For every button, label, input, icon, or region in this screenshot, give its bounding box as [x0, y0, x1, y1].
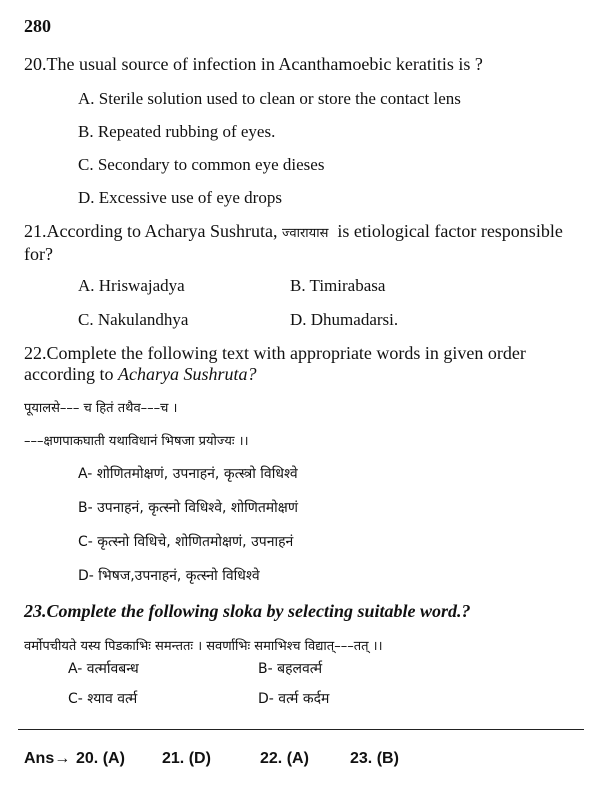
q21-option-d: D. Dhumadarsi.	[290, 310, 399, 329]
q22-line1: 22.Complete the following text with appropriate words in given order	[24, 343, 526, 363]
answer-23: 23. (B)	[350, 750, 399, 767]
question-21	[24, 221, 584, 265]
divider-line	[18, 729, 584, 730]
q20-option-b: B. Repeated rubbing of eyes.	[78, 122, 276, 141]
answer-20: 20. (A)	[76, 750, 125, 767]
q22-line2-italic: Acharya Sushruta?	[117, 364, 257, 384]
answer-21: 21. (D)	[162, 750, 211, 767]
q22-option-a: A- शोणितमोक्षणं, उपनाहनं, कृत्स्त्रो विधिश्वे	[78, 466, 298, 482]
q21-text-pre: 21.According to Acharya Sushruta,	[24, 221, 278, 241]
q20-option-a: A. Sterile solution used to clean or store the contact lens	[78, 89, 461, 108]
q23-option-a: A- वर्त्मावबन्ध	[68, 661, 139, 677]
q23-option-d: D- वर्त्म कर्दम	[258, 691, 330, 707]
q22-option-d: D- भिषज,उपनाहनं, कृत्स्नो विधिश्वे	[78, 568, 260, 584]
page-number: 280	[24, 16, 51, 36]
q22-verse-line1: पूयालसे––– च हितं तथैव–––च ।	[24, 401, 178, 416]
answer-label: Ans→	[24, 750, 71, 767]
q23-option-b: B- बहलवर्त्म	[258, 661, 323, 677]
q22-verse-line2: –––क्षणपाकघाती यथाविधानं भिषजा प्रयोज्यः ।।	[24, 434, 249, 449]
q23-verse: वर्मोपचीयते यस्य पिडकाभिः समन्ततः । सवर्णाभिः समाभिश्च विद्यात्–––तत् ।।	[24, 639, 383, 654]
question-23: 23.Complete the following sloka by selecting suitable word.?	[24, 601, 471, 621]
question-22	[24, 343, 584, 385]
q22-line2	[24, 364, 584, 385]
q22-option-b: B- उपनाहनं, कृत्स्नो विधिश्वे, शोणितमोक्षणं	[78, 500, 298, 516]
answer-22: 22. (A)	[260, 750, 309, 767]
q21-sanskrit-term: ज्वारायास	[281, 226, 329, 241]
q22-option-c: C- कृत्स्नो विधिचे, शोणितमोक्षणं, उपनाहनं	[78, 534, 294, 550]
q21-option-a: A. Hriswajadya	[78, 276, 185, 295]
q21-option-c: C. Nakulandhya	[78, 310, 189, 329]
q23-option-c: C- श्याव वर्त्म	[68, 691, 138, 707]
q21-option-b: B. Timirabasa	[290, 276, 386, 295]
q21-text-post: is etiological factor responsible for?	[24, 221, 563, 264]
q20-option-c: C. Secondary to common eye dieses	[78, 155, 325, 174]
q22-line2-text: according to	[24, 364, 114, 384]
question-20: 20.The usual source of infection in Acanthamoebic keratitis is ?	[24, 54, 483, 74]
q20-option-d: D. Excessive use of eye drops	[78, 188, 282, 207]
